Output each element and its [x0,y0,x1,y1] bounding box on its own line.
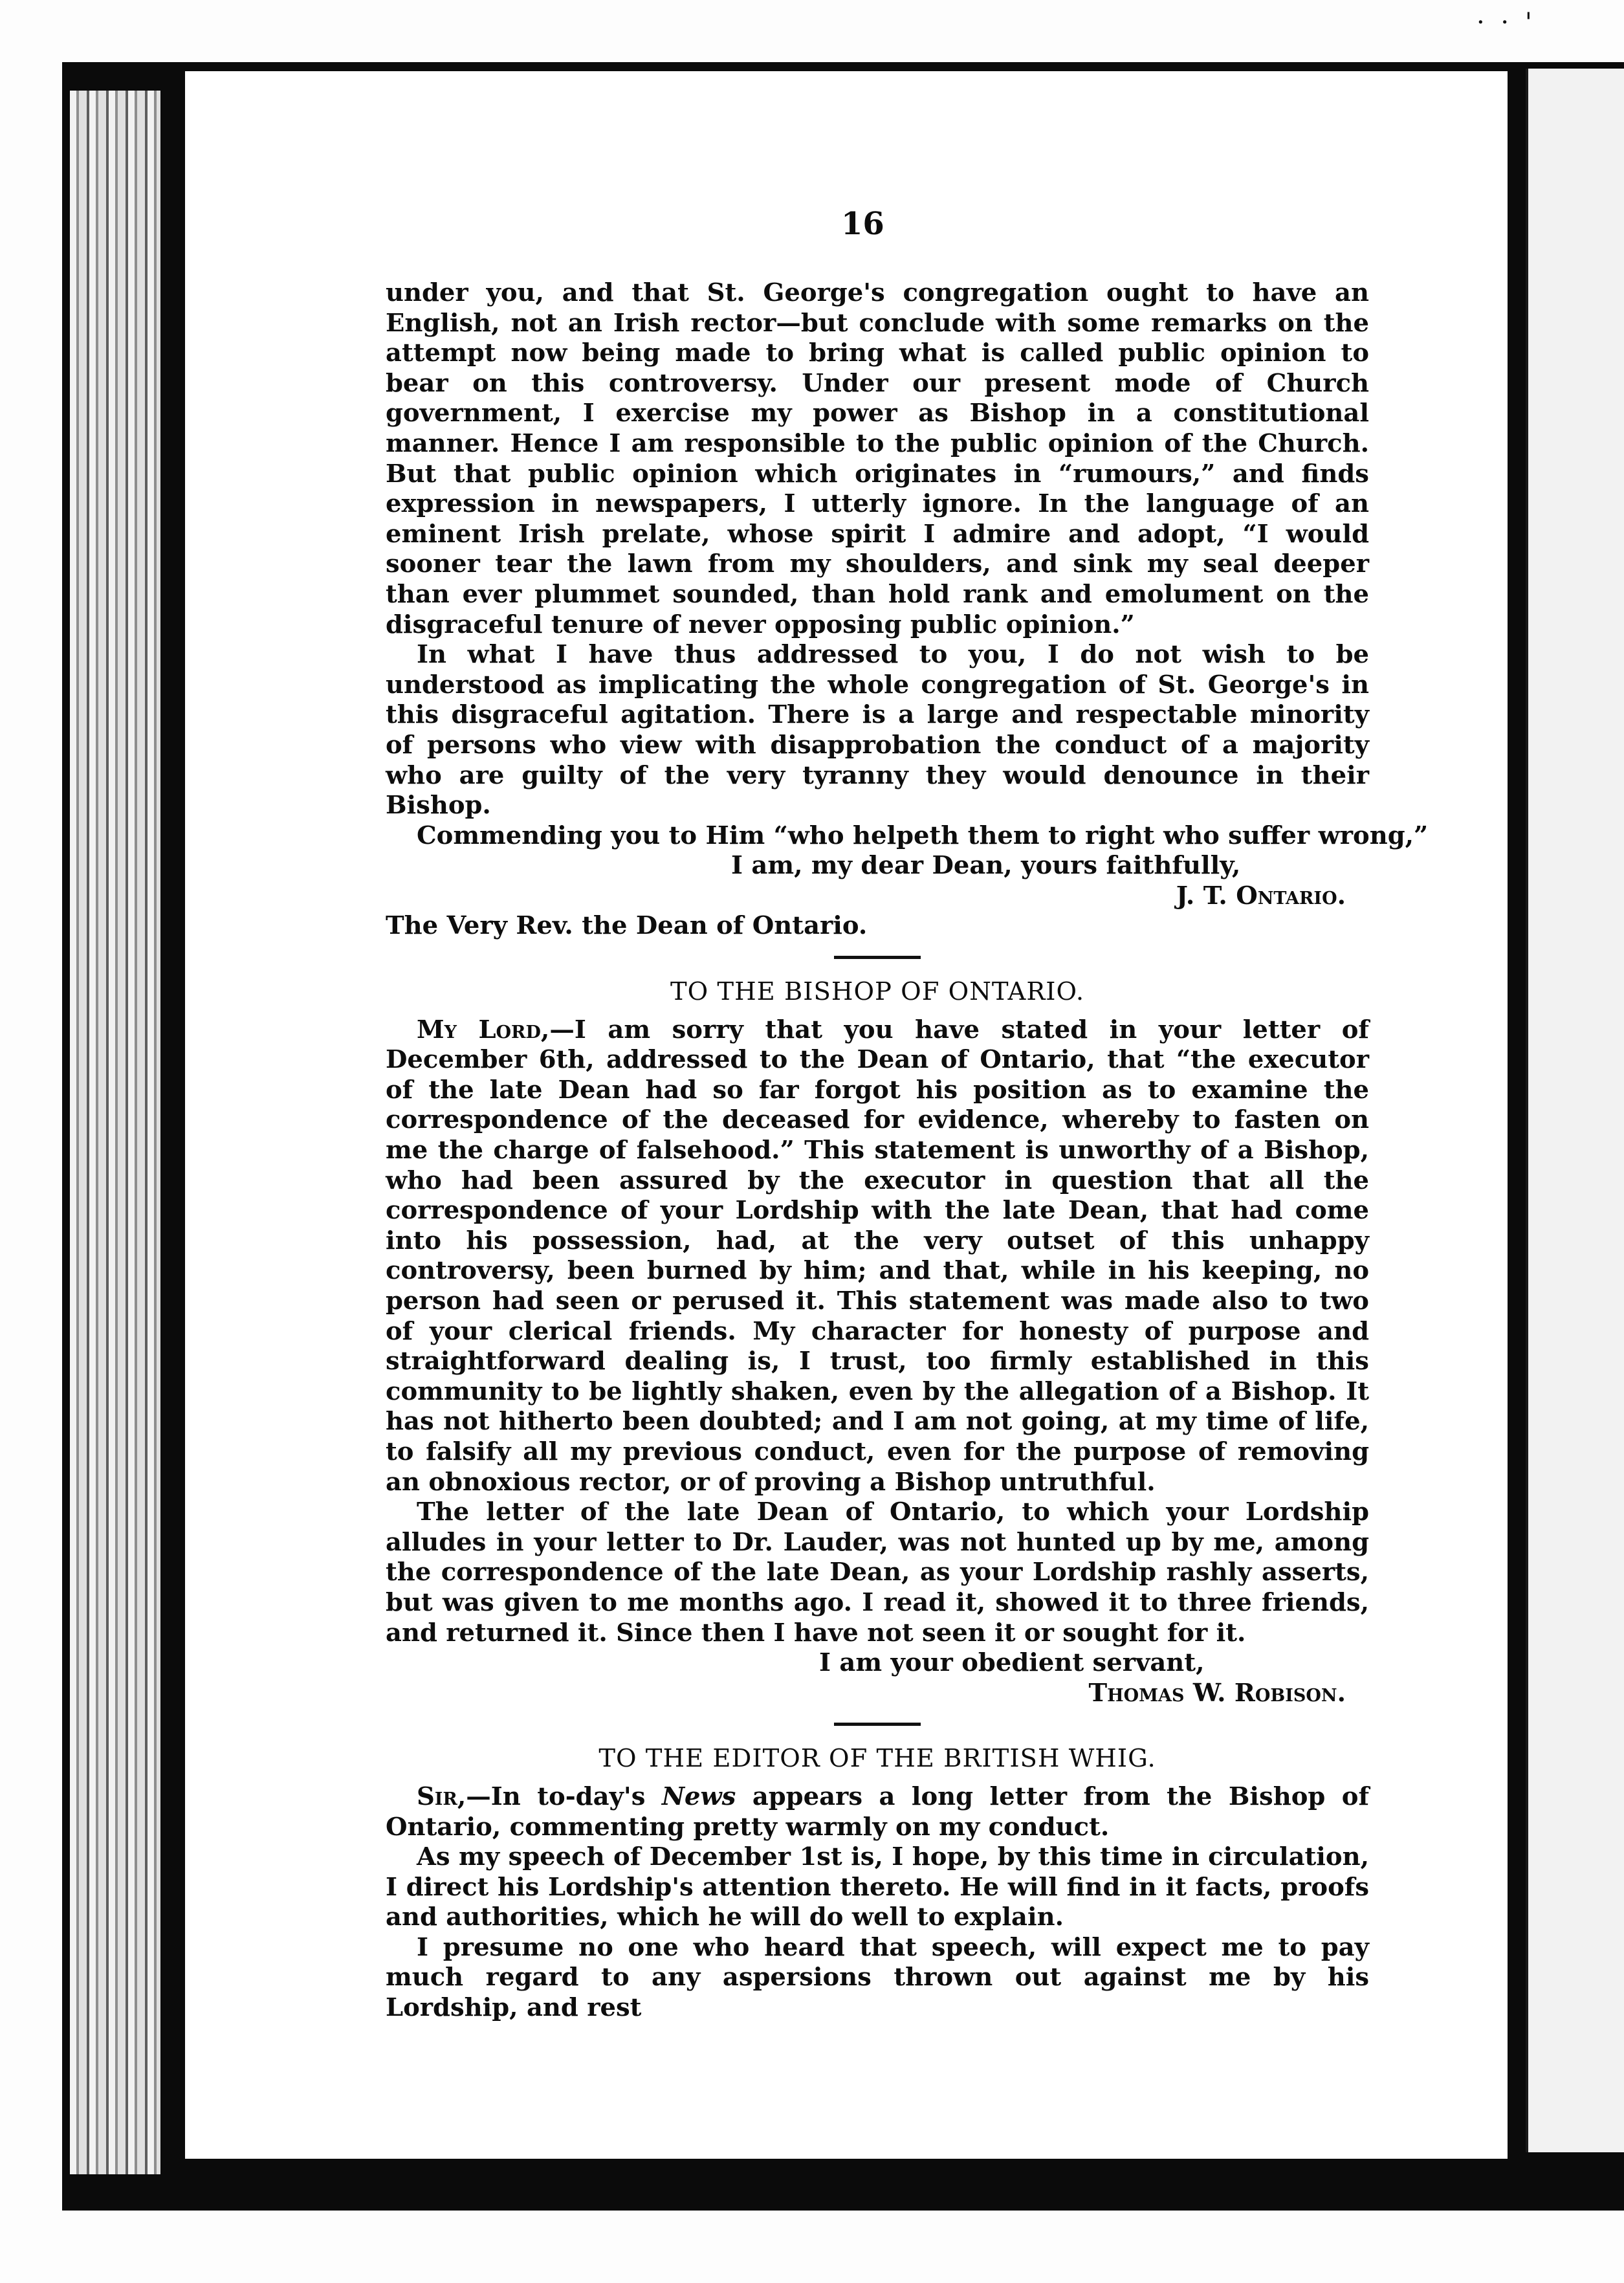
page-number: 16 [841,206,884,242]
letter1-addressee: The Very Rev. the Dean of Ontario. [386,911,868,941]
newspaper-name: News [661,1781,736,1811]
letter1-signature: J. T. Ontario. [1176,881,1346,910]
letter3-paragraph-1 [386,1782,1369,1842]
letter2-paragraph-2: The letter of the late Dean of Ontario, to which your Lordship alludes in your letter to Dr. Lauder, was not hunted up by me, among the correspondence of the late Dean, as your Lordship rashly asserts, but was given to me months ago. I read it, showed it to three friends, and returned it. Since then I have not seen it or sought for it. [386,1497,1369,1648]
page-stack-edges [70,91,160,2174]
document-body [386,278,1429,2024]
letter1-paragraph-3: Commending you to Him “who helpeth them to right who suffer wrong,” [417,821,1429,850]
letter3-heading: TO THE EDITOR OF THE BRITISH WHIG. [598,1744,1156,1774]
letter3-paragraph-3: I presume no one who heard that speech, will expect me to pay much regard to any aspersions thrown out against me by his Lordship, and rest [386,1932,1369,2023]
letter2-paragraph-1-text: —I am sorry that you have stated in your letter of December 6th, addressed to the Dean of Ontario, that “the executor of the late Dean had so far forgot his position as to examine the correspondence of the deceased for evidence, whereby to fasten on me the charge of falsehood.” This statement is unworthy of a Bishop, who had been assured by the executor in question that all the correspondence of your Lordship with the late Dean, that had come into his possession, had, at the very outset of this unhappy controversy, been burned by him; and that, while in his keeping, no person had seen or perused it. This statement was made also to two of your clerical friends. My character for honesty of purpose and straightforward dealing is, I trust, too firmly established in this community to be lightly shaken, even by the allegation of a Bishop. It has not hitherto been doubted; and I am not going, at my time of life, to falsify all my previous conduct, even for the purpose of removing an obnoxious rector, or of proving a Bishop untruthful. [386,1015,1369,1497]
letter2-salutation: My Lord, [417,1015,550,1044]
letter3-paragraph-2: As my speech of December 1st is, I hope, by this time in circulation, I direct his Lordship's attention thereto. He will find in it facts, proofs and authorities, which he will do well to explain. [386,1842,1369,1932]
letter1-closing: I am, my dear Dean, yours faithfully, [731,851,1241,881]
next-page-edge [1526,69,1624,2152]
corner-mark: · · ' [1476,8,1536,38]
letter1-paragraph-2: In what I have thus addressed to you, I do not wish to be understood as implicating the whole congregation of St. George's in this disgraceful agitation. There is a large and respectable minority of persons who view with disapprobation the conduct of a majority who are guilty of the very tyranny they would denounce in their Bishop. [386,640,1369,821]
letter2-signature: Thomas W. Robison. [1088,1678,1346,1708]
section-divider [834,956,921,959]
letter2-closing: I am your obedient servant, [819,1648,1205,1678]
letter3-paragraph-1-a: —In to-day's [466,1781,662,1811]
letter1-paragraph-1: under you, and that St. George's congregation ought to have an English, not an Irish rector—but conclude with some remarks on the attempt now being made to bring what is called public opinion to bear on this controversy. Under our present mode of Church government, I exercise my power as Bishop in a constitutional manner. Hence I am responsible to the public opinion of the Church. But that public opinion which originates in “rumours,” and finds expression in newspapers, I utterly ignore. In the language of an eminent Irish prelate, whose spirit I admire and adopt, “I would sooner tear the lawn from my shoulders, and sink my seal deeper than ever plummet sounded, than hold rank and emolument on the disgraceful tenure of never opposing public opinion.” [386,278,1369,639]
letter3-salutation: Sir, [417,1781,466,1811]
bottom-border [62,2159,1624,2211]
letter2-heading: TO THE BISHOP OF ONTARIO. [670,977,1085,1007]
letter2-paragraph-1 [386,1015,1369,1498]
section-divider [834,1723,921,1726]
letter3-paragraph-1-b: appears a long letter from the Bishop of Ontario, commenting pretty warmly on my conduct. [386,1781,1370,1842]
